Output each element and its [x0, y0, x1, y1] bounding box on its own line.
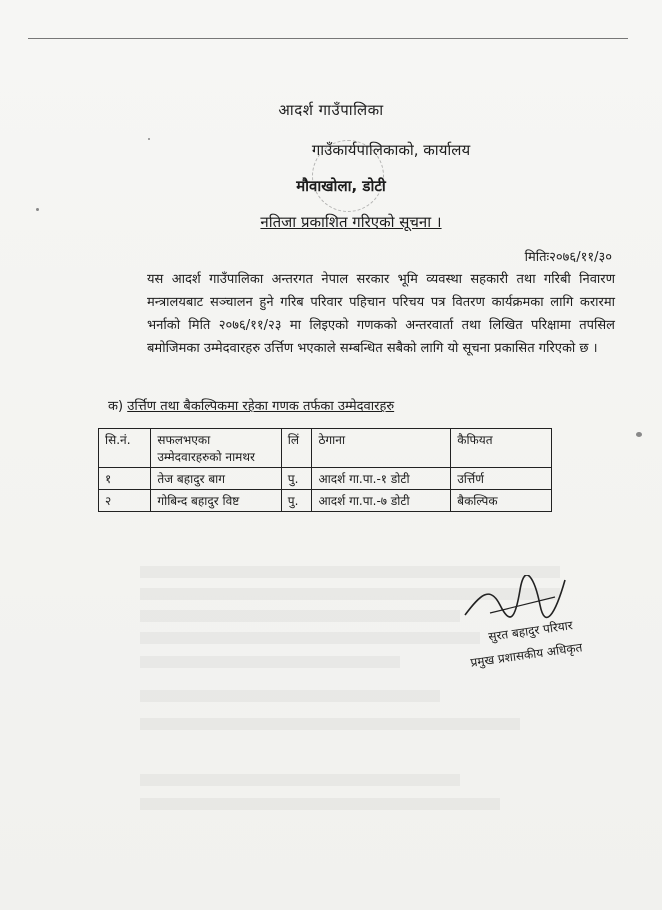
table-cell: १	[99, 468, 151, 490]
paper-speck	[148, 138, 150, 140]
table-cell: आदर्श गा.पा.-७ डोटी	[312, 490, 451, 512]
table-header-cell: ठेगाना	[312, 429, 451, 468]
handwritten-signature	[460, 575, 570, 625]
office-name: गाउँकार्यपालिकाको, कार्यालय	[311, 141, 471, 159]
table-header-cell: कैफियत	[451, 429, 552, 468]
table-cell: पु.	[281, 468, 312, 490]
bleed-through-line	[140, 610, 460, 622]
section-heading	[108, 396, 394, 414]
table-row	[99, 490, 552, 512]
table-cell: गोबिन्द बहादुर विष्ट	[151, 490, 281, 512]
top-border-line	[28, 38, 628, 39]
municipality-name: आदर्श गाउँपालिका	[278, 101, 384, 119]
table-row	[99, 468, 552, 490]
table-cell: पु.	[281, 490, 312, 512]
signatory-name: सुरत बहादुर परियार	[487, 618, 574, 644]
bleed-through-line	[140, 656, 400, 668]
official-stamp	[312, 140, 384, 212]
bleed-through-line	[140, 774, 460, 786]
section-title: उर्त्तिण तथा बैकल्पिकमा रहेका गणक तर्फका उम्मेदवारहरु	[127, 399, 395, 414]
table-cell: बैकल्पिक	[451, 490, 552, 512]
table-header-cell: लिं	[281, 429, 312, 468]
bleed-through-line	[140, 718, 520, 730]
results-table	[98, 428, 552, 512]
table-header-row	[99, 429, 552, 468]
table-cell: आदर्श गा.पा.-१ डोटी	[312, 468, 451, 490]
paper-speck	[636, 432, 642, 437]
table-cell: तेज बहादुर बाग	[151, 468, 281, 490]
table-cell: उर्त्तिर्ण	[451, 468, 552, 490]
notice-title-text: नतिजा प्रकाशित गरिएको सूचना ।	[260, 213, 442, 231]
notice-title	[20, 212, 662, 232]
table-header-cell: सफलभएका उम्मेदवारहरुको नामथर	[151, 429, 281, 468]
signatory-title: प्रमुख प्रशासकीय अधिकृत	[469, 640, 584, 670]
table-header-cell: सि.नं.	[99, 429, 151, 468]
bleed-through-line	[140, 690, 440, 702]
section-prefix: क)	[108, 399, 124, 414]
notice-date: मितिः२०७६/११/३०	[524, 250, 612, 265]
bleed-through-line	[140, 632, 480, 644]
notice-paragraph: यस आदर्श गाउँपालिका अन्तरगत नेपाल सरकार भूमि व्यवस्था सहकारी तथा गरिबी निवारण मन्त्रालयबाट सञ्चालन हुने गरिब परिवार पहिचान परिचय पत्र वितरण कार्यक्रमका लागि करारमा भर्नाको मिति २०७६/११/२३ मा लिइएको गणकको अन्तरवार्ता तथा लिखित परिक्षामा तपसिल बमोजिमका उम्मेदवारहरु उर्त्तिण भएकाले सम्बन्धित सबैको लागि यो सूचना प्रकासित गरिएको छ ।	[147, 272, 615, 356]
table-cell: २	[99, 490, 151, 512]
paper-speck	[36, 208, 39, 211]
bleed-through-line	[140, 798, 500, 810]
office-address: मौवाखोला, डोटी	[296, 177, 386, 195]
